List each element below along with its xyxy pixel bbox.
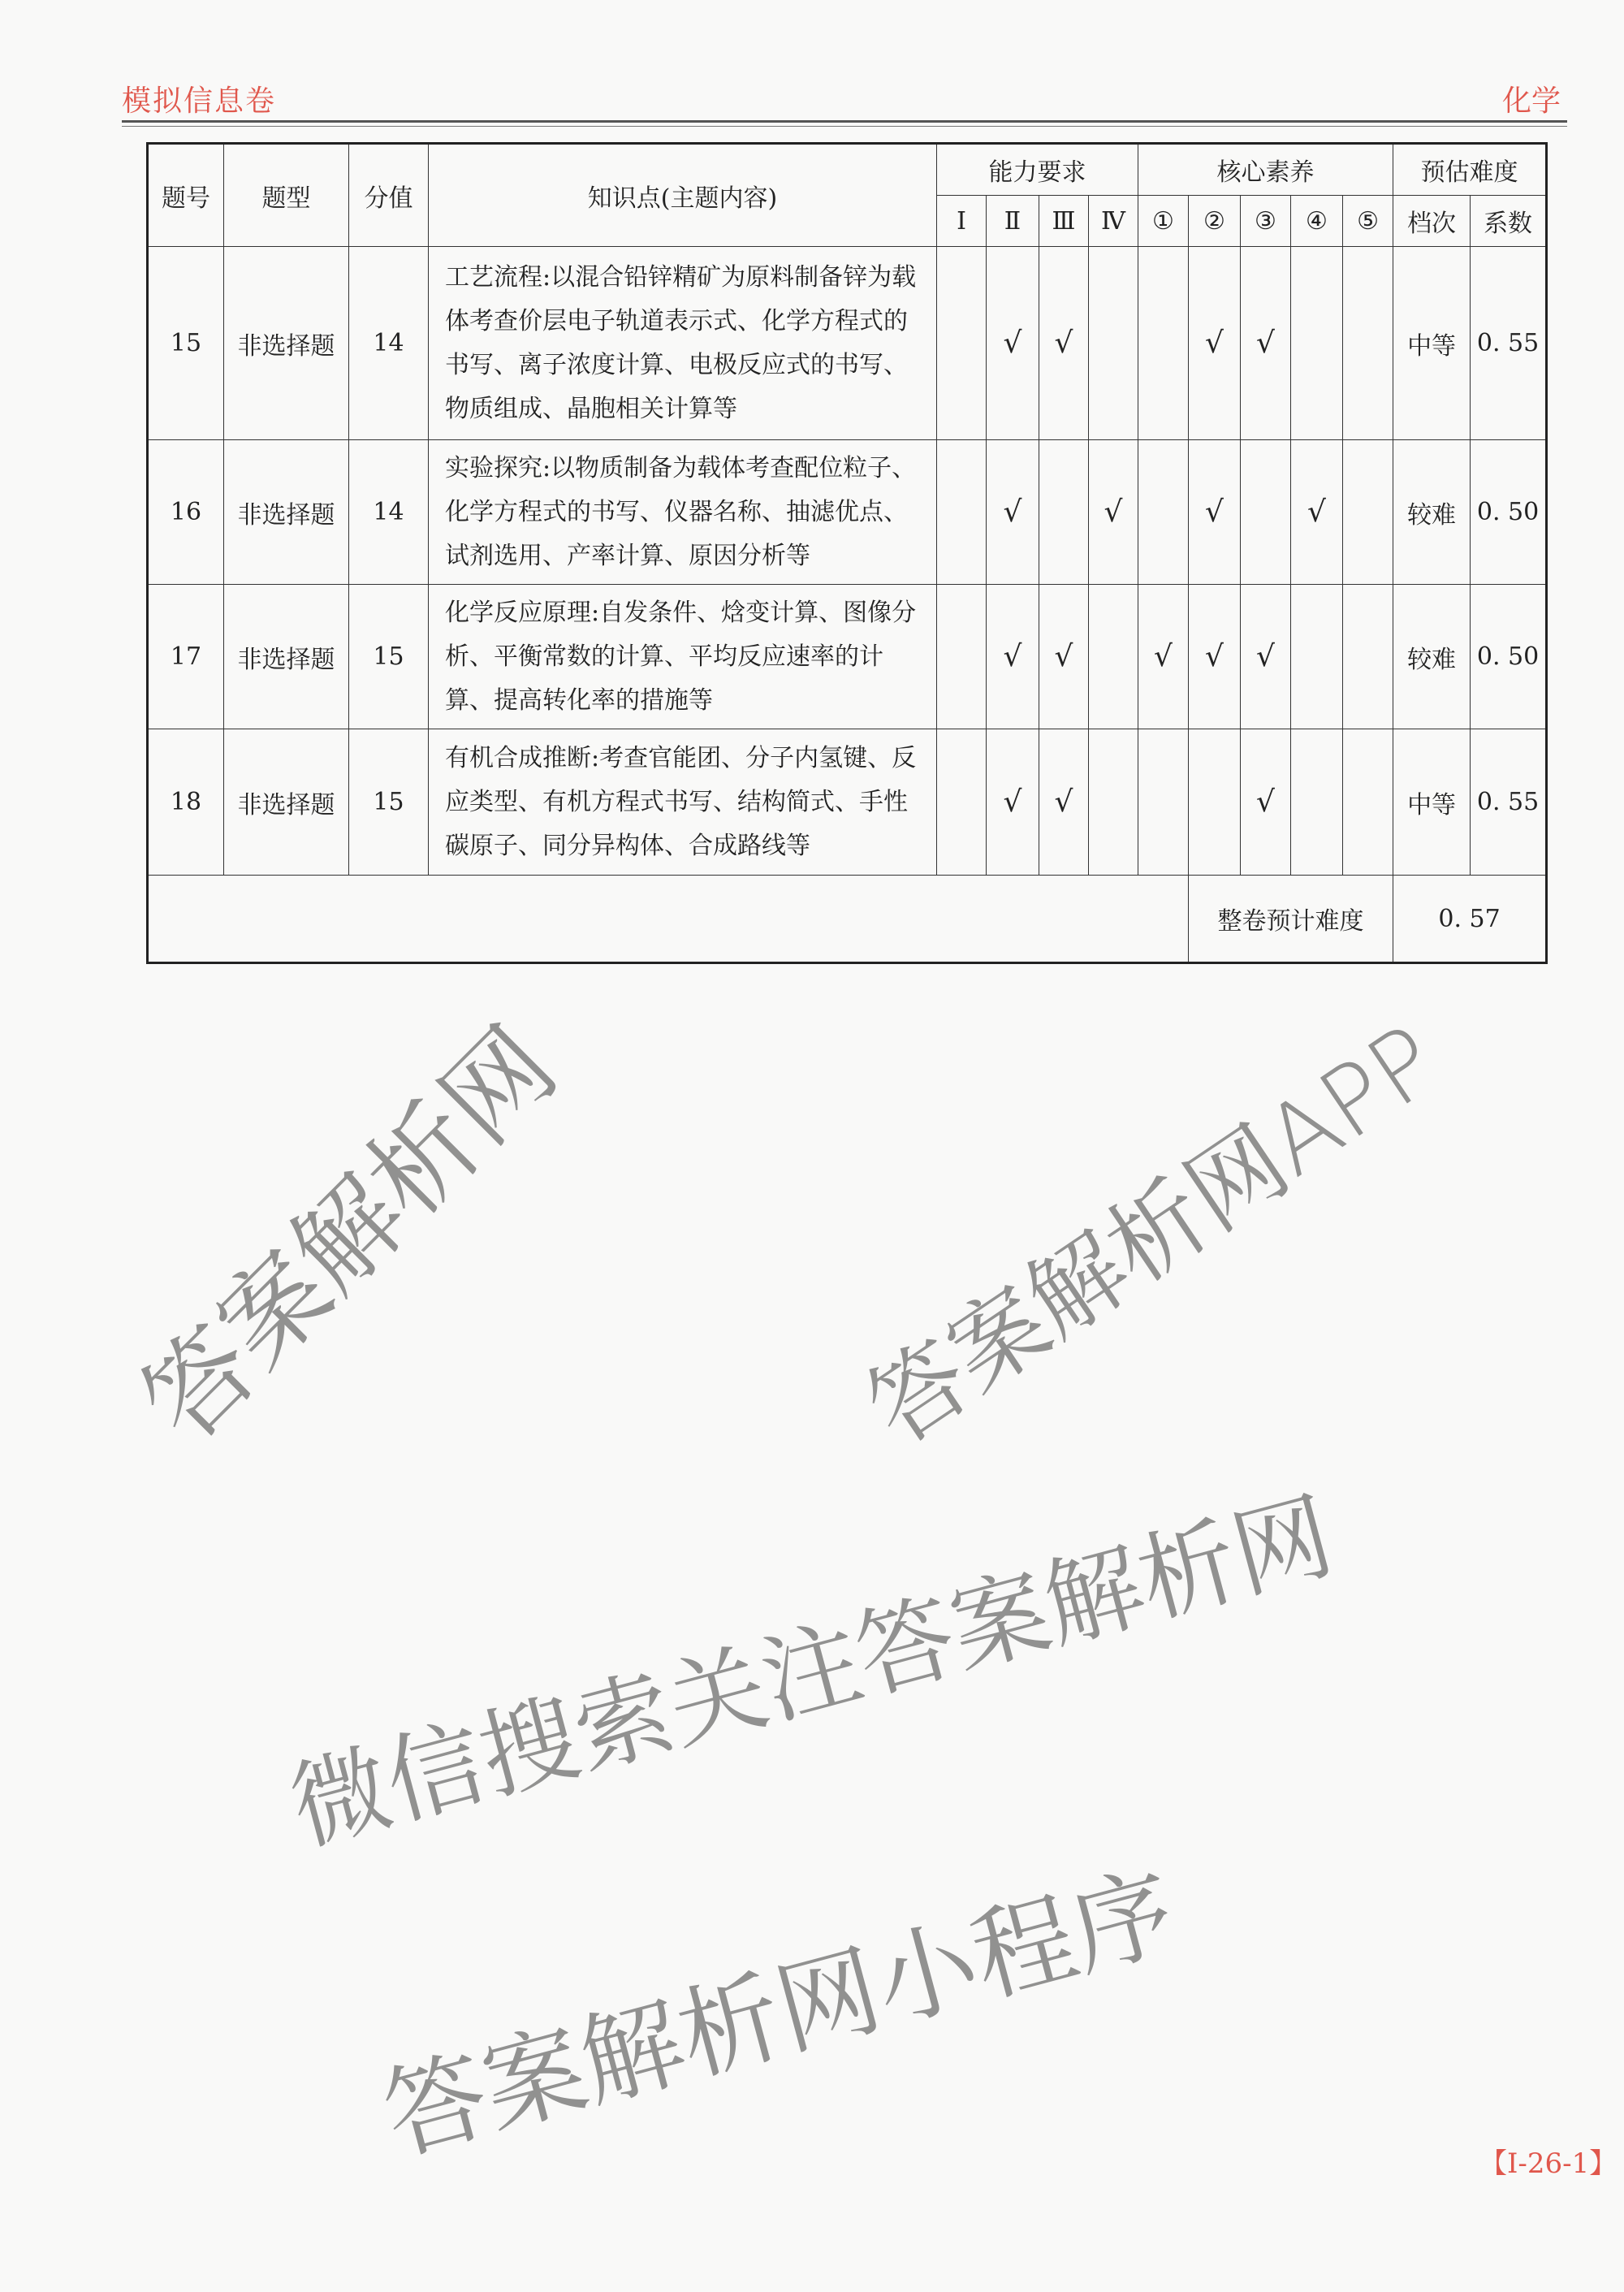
table-row bbox=[148, 585, 1547, 729]
literacy-empty bbox=[1241, 440, 1291, 585]
watermark: 答案解析网小程序 bbox=[372, 1852, 1187, 2177]
question-number: 17 bbox=[148, 585, 224, 729]
ability-check-mark: √ bbox=[987, 247, 1039, 440]
watermark: 答案解析网 bbox=[119, 1004, 580, 1465]
header-coef: 系数 bbox=[1471, 196, 1547, 247]
watermark: 微信搜索关注答案解析网 bbox=[279, 1479, 1345, 1866]
ability-empty bbox=[937, 247, 987, 440]
page-number: 【Ⅰ-26-1】 bbox=[1479, 2147, 1618, 2180]
difficulty-level: 较难 bbox=[1393, 440, 1471, 585]
literacy-empty bbox=[1189, 729, 1241, 876]
literacy-empty bbox=[1291, 729, 1343, 876]
header-ability-col: Ⅰ bbox=[937, 196, 987, 247]
header-level: 档次 bbox=[1393, 196, 1471, 247]
table-row bbox=[148, 247, 1547, 440]
header-literacy-col: ② bbox=[1189, 196, 1241, 247]
literacy-empty bbox=[1343, 729, 1393, 876]
literacy-empty bbox=[1138, 247, 1189, 440]
difficulty-coefficient: 0. 50 bbox=[1471, 440, 1547, 585]
ability-check-mark: √ bbox=[1039, 585, 1089, 729]
difficulty-level: 中等 bbox=[1393, 729, 1471, 876]
ability-empty bbox=[937, 585, 987, 729]
question-type: 非选择题 bbox=[224, 729, 349, 876]
ability-empty bbox=[1039, 440, 1089, 585]
literacy-empty bbox=[1291, 585, 1343, 729]
question-score: 15 bbox=[349, 585, 429, 729]
question-type: 非选择题 bbox=[224, 440, 349, 585]
watermark: 答案解析网APP bbox=[848, 1003, 1458, 1466]
difficulty-coefficient: 0. 55 bbox=[1471, 247, 1547, 440]
ability-empty bbox=[1089, 247, 1138, 440]
literacy-empty bbox=[1138, 729, 1189, 876]
question-score: 15 bbox=[349, 729, 429, 876]
subject-title: 化学 bbox=[1501, 84, 1561, 118]
difficulty-level: 中等 bbox=[1393, 247, 1471, 440]
exam-spec-table bbox=[146, 142, 1548, 964]
literacy-check-mark: √ bbox=[1291, 440, 1343, 585]
header-literacy: 核心素养 bbox=[1138, 144, 1393, 196]
header-literacy-col: ③ bbox=[1241, 196, 1291, 247]
ability-empty bbox=[937, 440, 987, 585]
header-literacy-col: ⑤ bbox=[1343, 196, 1393, 247]
literacy-check-mark: √ bbox=[1241, 585, 1291, 729]
question-number: 18 bbox=[148, 729, 224, 876]
overall-difficulty-value: 0. 57 bbox=[1393, 876, 1547, 963]
ability-check-mark: √ bbox=[987, 585, 1039, 729]
literacy-empty bbox=[1138, 440, 1189, 585]
difficulty-level: 较难 bbox=[1393, 585, 1471, 729]
literacy-check-mark: √ bbox=[1138, 585, 1189, 729]
knowledge-points: 实验探究:以物质制备为载体考查配位粒子、化学方程式的书写、仪器名称、抽滤优点、试剂选用、产率计算、原因分析等 bbox=[429, 440, 937, 585]
question-score: 14 bbox=[349, 247, 429, 440]
knowledge-points: 有机合成推断:考查官能团、分子内氢键、反应类型、有机方程式书写、结构简式、手性碳原子、同分异构体、合成路线等 bbox=[429, 729, 937, 876]
literacy-check-mark: √ bbox=[1241, 729, 1291, 876]
literacy-check-mark: √ bbox=[1189, 247, 1241, 440]
question-type: 非选择题 bbox=[224, 585, 349, 729]
header-ability-col: Ⅲ bbox=[1039, 196, 1089, 247]
header-rule-thin bbox=[122, 126, 1567, 127]
ability-check-mark: √ bbox=[1039, 729, 1089, 876]
literacy-empty bbox=[1343, 247, 1393, 440]
difficulty-coefficient: 0. 55 bbox=[1471, 729, 1547, 876]
header-ability-col: Ⅱ bbox=[987, 196, 1039, 247]
literacy-empty bbox=[1291, 247, 1343, 440]
literacy-empty bbox=[1343, 585, 1393, 729]
knowledge-points: 工艺流程:以混合铅锌精矿为原料制备锌为载体考查价层电子轨道表示式、化学方程式的书写、离子浓度计算、电极反应式的书写、物质组成、晶胞相关计算等 bbox=[429, 247, 937, 440]
header-ability: 能力要求 bbox=[937, 144, 1138, 196]
footer-blank bbox=[148, 876, 1189, 963]
ability-check-mark: √ bbox=[987, 440, 1039, 585]
table-row bbox=[148, 440, 1547, 585]
header-knowledge: 知识点(主题内容) bbox=[429, 144, 937, 247]
question-number: 16 bbox=[148, 440, 224, 585]
ability-check-mark: √ bbox=[987, 729, 1039, 876]
literacy-empty bbox=[1343, 440, 1393, 585]
knowledge-points: 化学反应原理:自发条件、焓变计算、图像分析、平衡常数的计算、平均反应速率的计算、提高转化率的措施等 bbox=[429, 585, 937, 729]
header-literacy-col: ④ bbox=[1291, 196, 1343, 247]
header-literacy-col: ① bbox=[1138, 196, 1189, 247]
header-difficulty: 预估难度 bbox=[1393, 144, 1547, 196]
header-no: 题号 bbox=[148, 144, 224, 247]
literacy-check-mark: √ bbox=[1189, 440, 1241, 585]
literacy-check-mark: √ bbox=[1241, 247, 1291, 440]
ability-empty bbox=[937, 729, 987, 876]
ability-check-mark: √ bbox=[1039, 247, 1089, 440]
question-score: 14 bbox=[349, 440, 429, 585]
header-type: 题型 bbox=[224, 144, 349, 247]
header-score: 分值 bbox=[349, 144, 429, 247]
question-type: 非选择题 bbox=[224, 247, 349, 440]
ability-check-mark: √ bbox=[1089, 440, 1138, 585]
ability-empty bbox=[1089, 729, 1138, 876]
table-row bbox=[148, 729, 1547, 876]
ability-empty bbox=[1089, 585, 1138, 729]
header-ability-col: Ⅳ bbox=[1089, 196, 1138, 247]
series-title: 模拟信息卷 bbox=[122, 84, 277, 118]
header-rule bbox=[122, 120, 1567, 123]
question-number: 15 bbox=[148, 247, 224, 440]
overall-difficulty-label: 整卷预计难度 bbox=[1189, 876, 1393, 963]
difficulty-coefficient: 0. 50 bbox=[1471, 585, 1547, 729]
literacy-check-mark: √ bbox=[1189, 585, 1241, 729]
